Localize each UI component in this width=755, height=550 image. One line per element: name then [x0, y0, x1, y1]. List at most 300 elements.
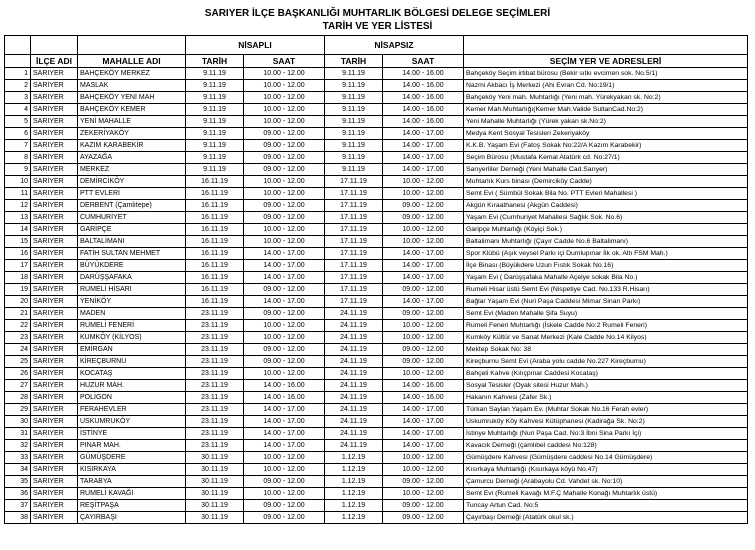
saat-nisapsiz-cell: 09.00 - 12.00	[383, 308, 464, 320]
row-number: 25	[5, 356, 31, 368]
saat-nisapsiz-cell: 14.00 - 17.00	[383, 416, 464, 428]
table-row	[5, 368, 748, 380]
col-header-ilce: İLÇE ADI	[31, 55, 78, 68]
saat-nisapsiz-cell: 09.00 - 12.00	[383, 200, 464, 212]
saat-nisapsiz-cell: 14.00 - 16.00	[383, 116, 464, 128]
row-number: 9	[5, 164, 31, 176]
ilce-cell: SARIYER	[31, 104, 78, 116]
row-number: 32	[5, 440, 31, 452]
row-number: 28	[5, 392, 31, 404]
tarih-nisapsiz-cell: 9.11.19	[325, 116, 383, 128]
ilce-cell: SARIYER	[31, 488, 78, 500]
address-cell: Medya Kent Sosyal Tesisleri Zekeriyaköy	[464, 128, 748, 140]
saat-nisapli-cell: 14.00 - 17.00	[244, 440, 325, 452]
address-cell: Semt Evi ( Sümbül Sokak Bila No. PTT Evleri Mahallesi )	[464, 188, 748, 200]
ilce-cell: SARIYER	[31, 392, 78, 404]
address-cell: Spor Klübü (Aşık veysel Parkı içi Dumlupınar İlk ok. Altı FSM Mah.)	[464, 248, 748, 260]
row-number: 31	[5, 428, 31, 440]
ilce-cell: SARIYER	[31, 428, 78, 440]
tarih-nisapli-cell: 23.11.19	[186, 320, 244, 332]
table-row	[5, 356, 748, 368]
col-header-mahalle: MAHALLE ADI	[78, 55, 186, 68]
mahalle-cell: KİREÇBURNU	[78, 356, 186, 368]
address-cell: Rumeli Feneri Muhtarlığı (İskele Cadde No:2 Rumeli Feneri)	[464, 320, 748, 332]
row-number: 5	[5, 116, 31, 128]
mahalle-cell: PINAR MAH.	[78, 440, 186, 452]
ilce-cell: SARIYER	[31, 80, 78, 92]
tarih-nisapsiz-cell: 17.11.19	[325, 224, 383, 236]
saat-nisapli-cell: 09.00 - 12.00	[244, 164, 325, 176]
saat-nisapli-cell: 09.00 - 12.00	[244, 344, 325, 356]
row-number: 27	[5, 380, 31, 392]
address-cell: Semt Evi (Rumeli Kavağı M.F.Ç Mahalle Konağı Muhtarlık üstü)	[464, 488, 748, 500]
row-number: 36	[5, 488, 31, 500]
col-header-yer: SEÇİM YER VE ADRESLERİ	[464, 55, 748, 68]
saat-nisapli-cell: 10.00 - 12.00	[244, 236, 325, 248]
tarih-nisapsiz-cell: 1.12.19	[325, 452, 383, 464]
ilce-cell: SARIYER	[31, 116, 78, 128]
row-number: 10	[5, 176, 31, 188]
tarih-nisapli-cell: 30.11.19	[186, 452, 244, 464]
saat-nisapli-cell: 10.00 - 12.00	[244, 104, 325, 116]
ilce-cell: SARIYER	[31, 464, 78, 476]
mahalle-cell: MADEN	[78, 308, 186, 320]
ilce-cell: SARIYER	[31, 416, 78, 428]
mahalle-cell: AYAZAĞA	[78, 152, 186, 164]
table-row	[5, 428, 748, 440]
tarih-nisapli-cell: 9.11.19	[186, 68, 244, 80]
saat-nisapsiz-cell: 09.00 - 12.00	[383, 344, 464, 356]
saat-nisapli-cell: 14.00 - 17.00	[244, 248, 325, 260]
group-blank-cell	[78, 36, 186, 55]
saat-nisapsiz-cell: 14.00 - 17.00	[383, 164, 464, 176]
table-row	[5, 512, 748, 524]
address-cell: Akgün Kıraathanesi (Akgün Caddesi)	[464, 200, 748, 212]
address-cell: Kumköy Kültür ve Sanat Merkezi (Kale Cadde No.14 Kilyos)	[464, 332, 748, 344]
saat-nisapli-cell: 14.00 - 16.00	[244, 392, 325, 404]
mahalle-cell: RUMELİ HİSARI	[78, 284, 186, 296]
mahalle-cell: KAZIM KARABEKİR	[78, 140, 186, 152]
row-number: 13	[5, 212, 31, 224]
tarih-nisapli-cell: 16.11.19	[186, 296, 244, 308]
tarih-nisapli-cell: 9.11.19	[186, 116, 244, 128]
saat-nisapsiz-cell: 14.00 - 16.00	[383, 380, 464, 392]
saat-nisapli-cell: 09.00 - 12.00	[244, 152, 325, 164]
mahalle-cell: MASLAK	[78, 80, 186, 92]
address-cell: Garipçe Muhtarlığı (Köyiçi Sok.)	[464, 224, 748, 236]
saat-nisapli-cell: 09.00 - 12.00	[244, 200, 325, 212]
tarih-nisapsiz-cell: 24.11.19	[325, 440, 383, 452]
saat-nisapli-cell: 10.00 - 12.00	[244, 224, 325, 236]
saat-nisapsiz-cell: 09.00 - 12.00	[383, 356, 464, 368]
table-row	[5, 236, 748, 248]
tarih-nisapli-cell: 16.11.19	[186, 200, 244, 212]
mahalle-cell: KISIRKAYA	[78, 464, 186, 476]
saat-nisapsiz-cell: 10.00 - 12.00	[383, 188, 464, 200]
ilce-cell: SARIYER	[31, 176, 78, 188]
mahalle-cell: RUMELİ FENERİ	[78, 320, 186, 332]
tarih-nisapsiz-cell: 17.11.19	[325, 176, 383, 188]
group-header-row	[5, 36, 748, 55]
tarih-nisapsiz-cell: 17.11.19	[325, 212, 383, 224]
row-number: 19	[5, 284, 31, 296]
saat-nisapsiz-cell: 14.00 - 16.00	[383, 80, 464, 92]
tarih-nisapli-cell: 16.11.19	[186, 212, 244, 224]
group-blank-cell	[31, 36, 78, 55]
table-row	[5, 152, 748, 164]
tarih-nisapsiz-cell: 1.12.19	[325, 512, 383, 524]
tarih-nisapsiz-cell: 24.11.19	[325, 428, 383, 440]
saat-nisapsiz-cell: 10.00 - 12.00	[383, 368, 464, 380]
tarih-nisapli-cell: 23.11.19	[186, 404, 244, 416]
ilce-cell: SARIYER	[31, 500, 78, 512]
col-header-tarih-nisapli: TARİH	[186, 55, 244, 68]
row-number: 37	[5, 500, 31, 512]
ilce-cell: SARIYER	[31, 452, 78, 464]
saat-nisapsiz-cell: 09.00 - 12.00	[383, 284, 464, 296]
address-cell: Bağlar Yaşam Evi (Nuri Paşa Caddesi Mimar Sinan Parkı)	[464, 296, 748, 308]
address-cell: Yaşam Evi ( Darüşşafaka Mahalle Açelye sokak Bila No.)	[464, 272, 748, 284]
col-header-tarih-nisapsiz: TARİH	[325, 55, 383, 68]
saat-nisapsiz-cell: 14.00 - 16.00	[383, 92, 464, 104]
mahalle-cell: USKUMRUKÖY	[78, 416, 186, 428]
address-cell: Bahçeköy Yeni mah. Muhtarlığı (Yeni mah. Yürekyakan sk. No:2)	[464, 92, 748, 104]
mahalle-cell: BAHÇEKÖY KEMER	[78, 104, 186, 116]
saat-nisapsiz-cell: 14.00 - 17.00	[383, 140, 464, 152]
table-row	[5, 440, 748, 452]
tarih-nisapli-cell: 23.11.19	[186, 368, 244, 380]
tarih-nisapsiz-cell: 17.11.19	[325, 296, 383, 308]
tarih-nisapli-cell: 16.11.19	[186, 260, 244, 272]
saat-nisapli-cell: 10.00 - 12.00	[244, 176, 325, 188]
mahalle-cell: HUZUR MAH.	[78, 380, 186, 392]
saat-nisapsiz-cell: 14.00 - 17.00	[383, 152, 464, 164]
tarih-nisapli-cell: 9.11.19	[186, 92, 244, 104]
tarih-nisapsiz-cell: 17.11.19	[325, 248, 383, 260]
saat-nisapsiz-cell: 10.00 - 12.00	[383, 224, 464, 236]
saat-nisapsiz-cell: 10.00 - 12.00	[383, 236, 464, 248]
mahalle-cell: İSTİNYE	[78, 428, 186, 440]
saat-nisapli-cell: 09.00 - 12.00	[244, 284, 325, 296]
table-row	[5, 464, 748, 476]
table-body	[5, 68, 748, 524]
ilce-cell: SARIYER	[31, 440, 78, 452]
mahalle-cell: FATİH SULTAN MEHMET	[78, 248, 186, 260]
mahalle-cell: BAHÇEKÖY MERKEZ	[78, 68, 186, 80]
row-number: 22	[5, 320, 31, 332]
mahalle-cell: MERKEZ	[78, 164, 186, 176]
tarih-nisapli-cell: 23.11.19	[186, 440, 244, 452]
saat-nisapli-cell: 09.00 - 12.00	[244, 128, 325, 140]
tarih-nisapsiz-cell: 24.11.19	[325, 356, 383, 368]
mahalle-cell: BÜYÜKDERE	[78, 260, 186, 272]
address-cell: Rumeli Hisar üstü Semt Evi (Nispetiye Cad. No.133 R.Hisarı)	[464, 284, 748, 296]
mahalle-cell: BAHÇEKÖY YENİ MAH	[78, 92, 186, 104]
saat-nisapsiz-cell: 14.00 - 17.00	[383, 296, 464, 308]
ilce-cell: SARIYER	[31, 92, 78, 104]
tarih-nisapli-cell: 9.11.19	[186, 164, 244, 176]
tarih-nisapli-cell: 23.11.19	[186, 356, 244, 368]
address-cell: Çayırbaşı Derneği (Atatürk okul sk.)	[464, 512, 748, 524]
saat-nisapsiz-cell: 14.00 - 16.00	[383, 392, 464, 404]
tarih-nisapli-cell: 16.11.19	[186, 176, 244, 188]
table-row	[5, 104, 748, 116]
tarih-nisapli-cell: 23.11.19	[186, 332, 244, 344]
tarih-nisapli-cell: 30.11.19	[186, 500, 244, 512]
saat-nisapsiz-cell: 09.00 - 12.00	[383, 212, 464, 224]
saat-nisapli-cell: 10.00 - 12.00	[244, 116, 325, 128]
mahalle-cell: DERBENT (Çamlıtepe)	[78, 200, 186, 212]
row-number: 33	[5, 452, 31, 464]
saat-nisapsiz-cell: 10.00 - 12.00	[383, 176, 464, 188]
address-cell: Gümüşdere Kahvesi (Gümüşdere caddesi No.14 Gümüşdere)	[464, 452, 748, 464]
address-cell: Semt Evi (Maden Mahalle Şifa Suyu)	[464, 308, 748, 320]
address-cell: Sosyal Tesisler (Oyak sitesi Huzur Mah.)	[464, 380, 748, 392]
mahalle-cell: GÜMÜŞDERE	[78, 452, 186, 464]
mahalle-cell: RUMELİ KAVAĞI	[78, 488, 186, 500]
address-cell: Muhtarlık Kurs binası (Demirciköy Cadde)	[464, 176, 748, 188]
table-row	[5, 68, 748, 80]
row-number: 30	[5, 416, 31, 428]
table-row	[5, 200, 748, 212]
tarih-nisapli-cell: 9.11.19	[186, 128, 244, 140]
tarih-nisapli-cell: 30.11.19	[186, 488, 244, 500]
address-cell: Kireçburnu Semt Evi (Araba yolu cadde No.227 Kireçburnu)	[464, 356, 748, 368]
saat-nisapli-cell: 09.00 - 12.00	[244, 476, 325, 488]
saat-nisapli-cell: 10.00 - 12.00	[244, 92, 325, 104]
tarih-nisapsiz-cell: 17.11.19	[325, 284, 383, 296]
table-row	[5, 224, 748, 236]
tarih-nisapsiz-cell: 17.11.19	[325, 272, 383, 284]
tarih-nisapli-cell: 16.11.19	[186, 248, 244, 260]
saat-nisapli-cell: 10.00 - 12.00	[244, 488, 325, 500]
row-number: 20	[5, 296, 31, 308]
saat-nisapli-cell: 14.00 - 16.00	[244, 380, 325, 392]
ilce-cell: SARIYER	[31, 212, 78, 224]
election-schedule-table	[4, 35, 748, 524]
address-cell: Hakanın Kahvesi (Zafer Sk.)	[464, 392, 748, 404]
table-row	[5, 140, 748, 152]
address-cell: K.K.B. Yaşam Evi (Fatoş Sokak No:22/A Kazım Karabekir)	[464, 140, 748, 152]
saat-nisapsiz-cell: 14.00 - 17.00	[383, 248, 464, 260]
mahalle-cell: ÇAYIRBAŞI	[78, 512, 186, 524]
saat-nisapsiz-cell: 14.00 - 17.00	[383, 428, 464, 440]
saat-nisapsiz-cell: 14.00 - 16.00	[383, 68, 464, 80]
tarih-nisapli-cell: 23.11.19	[186, 392, 244, 404]
ilce-cell: SARIYER	[31, 332, 78, 344]
row-number: 16	[5, 248, 31, 260]
address-cell: Tuncay Artun Cad. No:5	[464, 500, 748, 512]
mahalle-cell: POLİGON	[78, 392, 186, 404]
row-number: 14	[5, 224, 31, 236]
saat-nisapli-cell: 14.00 - 17.00	[244, 428, 325, 440]
ilce-cell: SARIYER	[31, 476, 78, 488]
saat-nisapli-cell: 10.00 - 12.00	[244, 68, 325, 80]
col-header-saat-nisapsiz: SAAT	[383, 55, 464, 68]
table-row	[5, 392, 748, 404]
table-row	[5, 164, 748, 176]
saat-nisapli-cell: 14.00 - 17.00	[244, 404, 325, 416]
tarih-nisapsiz-cell: 17.11.19	[325, 236, 383, 248]
saat-nisapli-cell: 14.00 - 17.00	[244, 260, 325, 272]
tarih-nisapsiz-cell: 9.11.19	[325, 80, 383, 92]
tarih-nisapli-cell: 16.11.19	[186, 188, 244, 200]
tarih-nisapli-cell: 23.11.19	[186, 344, 244, 356]
table-row	[5, 452, 748, 464]
saat-nisapsiz-cell: 14.00 - 16.00	[383, 104, 464, 116]
saat-nisapli-cell: 14.00 - 17.00	[244, 296, 325, 308]
mahalle-cell: REŞİTPAŞA	[78, 500, 186, 512]
tarih-nisapli-cell: 23.11.19	[186, 416, 244, 428]
tarih-nisapli-cell: 16.11.19	[186, 272, 244, 284]
mahalle-cell: TARABYA	[78, 476, 186, 488]
group-nisapli: NİSAPLI	[186, 36, 325, 55]
saat-nisapsiz-cell: 14.00 - 17.00	[383, 440, 464, 452]
document-title: SARIYER İLÇE BAŞKANLIĞI MUHTARLIK BÖLGESİ DELEGE SEÇİMLERİ	[204, 8, 551, 19]
tarih-nisapli-cell: 9.11.19	[186, 104, 244, 116]
table-row	[5, 416, 748, 428]
tarih-nisapsiz-cell: 24.11.19	[325, 416, 383, 428]
tarih-nisapsiz-cell: 1.12.19	[325, 476, 383, 488]
tarih-nisapsiz-cell: 1.12.19	[325, 500, 383, 512]
ilce-cell: SARIYER	[31, 236, 78, 248]
saat-nisapli-cell: 10.00 - 12.00	[244, 332, 325, 344]
tarih-nisapsiz-cell: 17.11.19	[325, 188, 383, 200]
row-number: 1	[5, 68, 31, 80]
table-row	[5, 488, 748, 500]
tarih-nisapsiz-cell: 9.11.19	[325, 140, 383, 152]
mahalle-cell: KUMKÖY (KİLYOS)	[78, 332, 186, 344]
tarih-nisapsiz-cell: 24.11.19	[325, 332, 383, 344]
row-number: 34	[5, 464, 31, 476]
ilce-cell: SARIYER	[31, 272, 78, 284]
row-number: 24	[5, 344, 31, 356]
row-number: 21	[5, 308, 31, 320]
tarih-nisapsiz-cell: 9.11.19	[325, 104, 383, 116]
address-cell: Seçim Bürosu (Mustafa Kemal Atatürk cd. No:27/1)	[464, 152, 748, 164]
row-number: 3	[5, 92, 31, 104]
tarih-nisapsiz-cell: 24.11.19	[325, 392, 383, 404]
saat-nisapsiz-cell: 09.00 - 12.00	[383, 512, 464, 524]
saat-nisapli-cell: 10.00 - 12.00	[244, 368, 325, 380]
ilce-cell: SARIYER	[31, 380, 78, 392]
address-cell: Kemer Mah.Muhtarlığı(Kemer Mah.Valide SultanCad.No:2)	[464, 104, 748, 116]
row-number: 15	[5, 236, 31, 248]
address-cell: İstinye Muhtarlığı (Nuri Paşa Cad. No:3 İbni Sina Parkı İçi)	[464, 428, 748, 440]
row-number: 8	[5, 152, 31, 164]
table-row	[5, 188, 748, 200]
ilce-cell: SARIYER	[31, 356, 78, 368]
saat-nisapsiz-cell: 10.00 - 12.00	[383, 488, 464, 500]
saat-nisapli-cell: 09.00 - 12.00	[244, 140, 325, 152]
tarih-nisapsiz-cell: 24.11.19	[325, 344, 383, 356]
col-header-saat-nisapli: SAAT	[244, 55, 325, 68]
address-cell: Kavacık Derneği (çamlıbel caddesi No:128)	[464, 440, 748, 452]
table-row	[5, 500, 748, 512]
saat-nisapsiz-cell: 10.00 - 12.00	[383, 332, 464, 344]
ilce-cell: SARIYER	[31, 140, 78, 152]
table-row	[5, 212, 748, 224]
mahalle-cell: DEMİRCİKÖY	[78, 176, 186, 188]
table-row	[5, 332, 748, 344]
tarih-nisapsiz-cell: 9.11.19	[325, 164, 383, 176]
tarih-nisapli-cell: 23.11.19	[186, 308, 244, 320]
row-number: 18	[5, 272, 31, 284]
row-number: 2	[5, 80, 31, 92]
tarih-nisapsiz-cell: 9.11.19	[325, 128, 383, 140]
saat-nisapsiz-cell: 10.00 - 12.00	[383, 452, 464, 464]
tarih-nisapli-cell: 30.11.19	[186, 464, 244, 476]
row-number: 6	[5, 128, 31, 140]
ilce-cell: SARIYER	[31, 512, 78, 524]
row-number: 35	[5, 476, 31, 488]
tarih-nisapsiz-cell: 24.11.19	[325, 320, 383, 332]
saat-nisapli-cell: 09.00 - 12.00	[244, 356, 325, 368]
saat-nisapli-cell: 10.00 - 12.00	[244, 452, 325, 464]
row-number: 17	[5, 260, 31, 272]
address-cell: Bahçeli Kahve (Kılıçpınar Caddesi Kocataş)	[464, 368, 748, 380]
table-row	[5, 92, 748, 104]
address-cell: Baltalimanı Muhtarlığı (Çayır Cadde No.6 Baltalimanı)	[464, 236, 748, 248]
address-cell: Bahçeköy Seçim irtibat bürosu (Bekir sıtkı evcimen sok. No.5/1)	[464, 68, 748, 80]
address-cell: Yeni Mahalle Muhtarlığı (Yürek yakan sk.No:2)	[464, 116, 748, 128]
mahalle-cell: GARİPÇE	[78, 224, 186, 236]
row-number: 12	[5, 200, 31, 212]
ilce-cell: SARIYER	[31, 248, 78, 260]
saat-nisapli-cell: 09.00 - 12.00	[244, 212, 325, 224]
row-number: 29	[5, 404, 31, 416]
address-cell: İlçe Binası (Büyükdere Uzun Fıstık Sokak No.16)	[464, 260, 748, 272]
saat-nisapli-cell: 14.00 - 17.00	[244, 416, 325, 428]
tarih-nisapli-cell: 9.11.19	[186, 140, 244, 152]
table-row	[5, 80, 748, 92]
mahalle-cell: KOCATAŞ	[78, 368, 186, 380]
address-cell: Çamurcu Derneği (Arabayolu Cd. Vahdet sk. No:10)	[464, 476, 748, 488]
saat-nisapli-cell: 10.00 - 12.00	[244, 320, 325, 332]
tarih-nisapsiz-cell: 24.11.19	[325, 308, 383, 320]
mahalle-cell: YENİ MAHALLE	[78, 116, 186, 128]
saat-nisapsiz-cell: 09.00 - 12.00	[383, 476, 464, 488]
address-cell: Kısırkaya Muhtarlığı (Kısırkaya köyü No.47)	[464, 464, 748, 476]
tarih-nisapli-cell: 30.11.19	[186, 476, 244, 488]
saat-nisapli-cell: 10.00 - 12.00	[244, 80, 325, 92]
mahalle-cell: ZEKERİYAKÖY	[78, 128, 186, 140]
saat-nisapli-cell: 10.00 - 12.00	[244, 464, 325, 476]
ilce-cell: SARIYER	[31, 200, 78, 212]
saat-nisapsiz-cell: 14.00 - 17.00	[383, 272, 464, 284]
saat-nisapsiz-cell: 14.00 - 17.00	[383, 128, 464, 140]
address-cell: Yaşam Evi (Cumhuriyet Mahallesi Sağlık Sok. No.6)	[464, 212, 748, 224]
group-blank-cell	[464, 36, 748, 55]
ilce-cell: SARIYER	[31, 320, 78, 332]
address-cell: Sarıyerliler Derneği (Yeni Mahalle Cad.Sarıyer)	[464, 164, 748, 176]
col-header-no	[5, 55, 31, 68]
tarih-nisapsiz-cell: 9.11.19	[325, 92, 383, 104]
table-row	[5, 248, 748, 260]
table-row	[5, 476, 748, 488]
ilce-cell: SARIYER	[31, 308, 78, 320]
tarih-nisapli-cell: 23.11.19	[186, 380, 244, 392]
saat-nisapsiz-cell: 09.00 - 12.00	[383, 500, 464, 512]
table-row	[5, 284, 748, 296]
saat-nisapsiz-cell: 14.00 - 17.00	[383, 260, 464, 272]
mahalle-cell: DARÜŞŞAFAKA	[78, 272, 186, 284]
row-number: 23	[5, 332, 31, 344]
ilce-cell: SARIYER	[31, 188, 78, 200]
address-cell: Türkan Saylan Yaşam Ev. (Muhtar Sokak No.16 Ferah evler)	[464, 404, 748, 416]
table-row	[5, 320, 748, 332]
table-row	[5, 344, 748, 356]
